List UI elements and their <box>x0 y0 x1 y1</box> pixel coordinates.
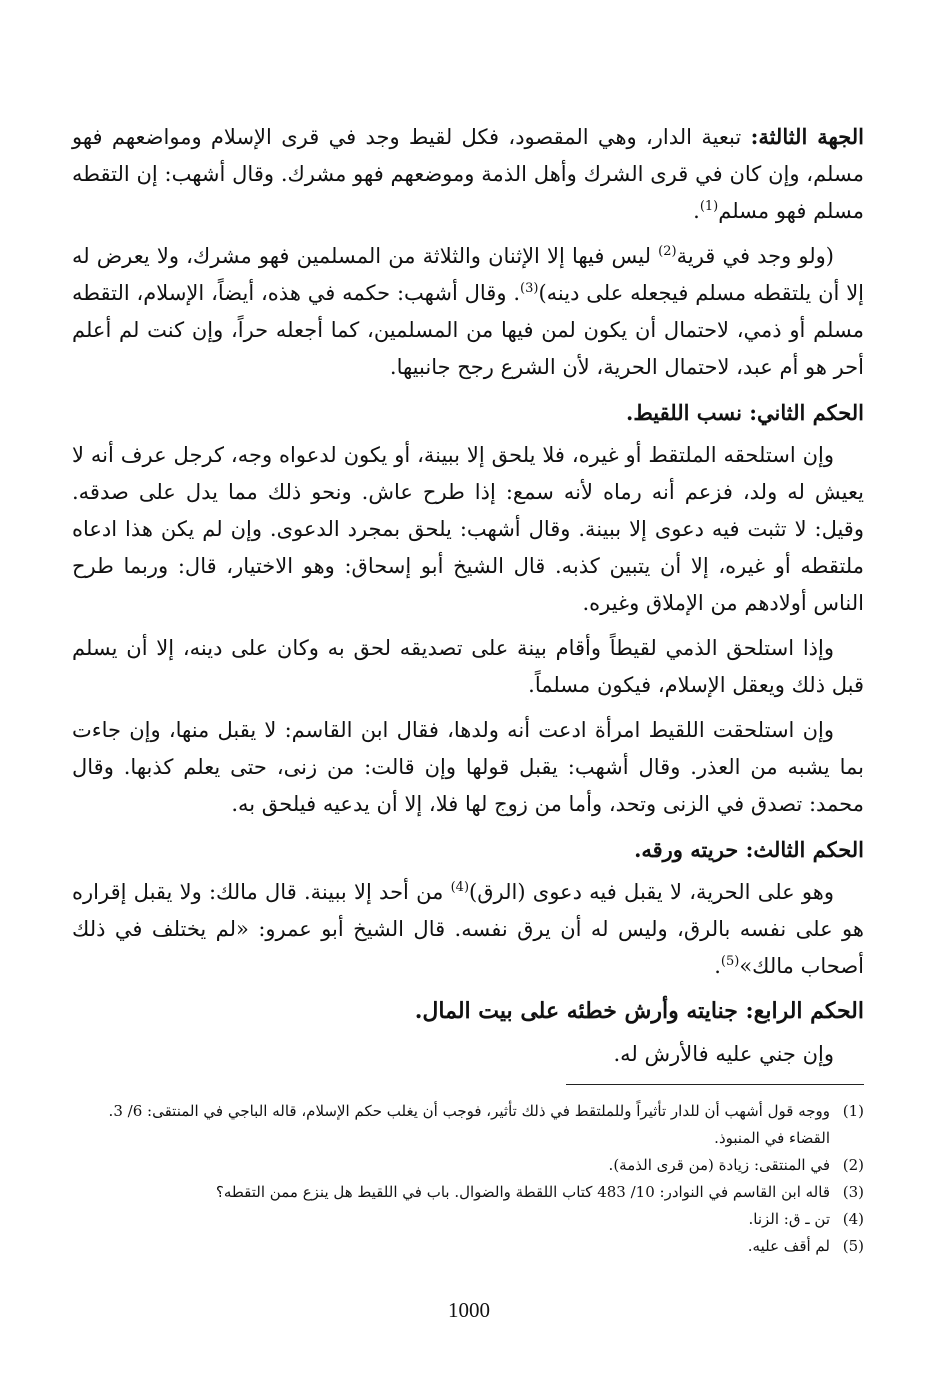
paragraph-third-aspect: الجهة الثالثة: تبعية الدار، وهي المقصود، فكل لقيط وجد في قرى الإسلام ومواضعهم فهو مسلم، وإن كان في قرى الشرك وأهل الذمة وموضعهم فهو مشرك. وقال أشهب: إن التقطه مسلم فهو مسلم$^{(1)}$. <box>72 124 864 223</box>
section-heading-third-ruling: الحكم الثالث: حريته ورقه. <box>634 837 864 862</box>
footnote-ref-2[interactable]: (2) <box>658 244 677 259</box>
footnote-text: قاله ابن القاسم في النوادر: 10/ 483 كتاب اللقطة والضوال. باب في اللقيط هل ينزع ممن التقطه؟ <box>215 1183 830 1201</box>
footnote-number: (3) <box>842 1183 864 1201</box>
footnotes <box>72 1098 864 1260</box>
paragraph-dhimmi: وإذا استلحق الذمي لقيطاً وأقام بينة على تصديقه لحق به وكان على دينه، إلا أن يسلم قبل ذلك ويعقل الإسلام، فيكون مسلماً. <box>72 636 864 697</box>
footnote-ref-5[interactable]: (5) <box>720 954 740 969</box>
paragraph-lineage: وإن استلحقه الملتقط أو غيره، فلا يلحق إلا ببينة، أو يكون لدعواه وجه، كرجل عرف أنه لا يعيش له ولد، فزعم أنه رماه لأنه سمع: إذا طرح عاش. ونحو ذلك مما يدل على صدقه. وقيل: لا تثبت فيه دعوى إلا ببينة. وقال أشهب: يلحق بمجرد الدعوى. وإن لم يكن هذا ادعاه ملتقطه أو غيره، إلا أن يتبين كذبه. قال الشيخ أبو إسحاق: وهو الاختيار، قال: وربما طرح الناس أولادهم من الإملاق وغيره. <box>72 443 864 615</box>
paragraph-lead: الجهة الثالثة: <box>750 124 864 149</box>
section-heading-second-ruling: الحكم الثاني: نسب اللقيط. <box>626 400 864 425</box>
paragraph-woman-claim: وإن استلحقت اللقيط امرأة ادعت أنه ولدها، فقال ابن القاسم: لا يقبل منها، وإن جاءت بما يشبه من العذر. وقال أشهب: يقبل قولها وإن قالت: من زنى، حتى يعلم كذبها. وقال محمد: تصدق في الزنى وتحد، وأما من زوج لها فلا، إلا أن يدعيه فيلحق به. <box>72 718 864 816</box>
footnote-ref-3[interactable]: (3) <box>520 281 539 296</box>
footnote-number: (2) <box>842 1156 864 1174</box>
footnote-3 <box>72 1179 864 1206</box>
paragraph-village: (ولو وجد في قرية$^{(2)}$ ليس فيها إلا الإثنان والثلاثة من المسلمين فهو مشرك، ولا يعرض له إلا أن يلتقطه مسلم فيجعله على دينه)$^{(3)}$. وقال أشهب: حكمه في هذه، أيضاً، الإسلام، التقطه مسلم أو ذمي، لاحتمال أن يكون لمن فيها من المسلمين، كما أجعله حراً، وإن كنت لم أعلم أحر هو أم عبد، لاحتمال الحرية، لأن الشرع رجح جانبيها. <box>72 244 865 379</box>
paragraph-freedom: وهو على الحرية، لا يقبل فيه دعوى (الرق)$^{(4)}$ من أحد إلا ببينة. قال مالك: ولا يقبل إقراره هو على نفسه بالرق، وليس له أن يرق نفسه. قال الشيخ أبو عمرو: «لم يختلف في ذلك أصحاب مالك»$^{(5)}$. <box>72 880 864 978</box>
paragraph-text: وهو على الحرية، لا يقبل فيه دعوى (الرق) <box>469 880 834 904</box>
section-heading-fourth-ruling: الحكم الرابع: جنايته وأرش خطئه على بيت المال. <box>414 998 864 1024</box>
page-number: 1000 <box>448 1298 490 1322</box>
main-text <box>72 118 864 1081</box>
footnote-divider <box>566 1084 864 1085</box>
footnote-text: تن ـ ق: الزنا. <box>748 1210 830 1228</box>
paragraph-text: تبعية الدار، وهي المقصود، فكل لقيط وجد في قرى الإسلام ومواضعهم فهو مسلم، وإن كان في قرى الشرك وأهل الذمة وموضعهم فهو مشرك. وقال أشهب: إن التقطه مسلم فهو مسلم <box>72 125 864 223</box>
paragraph-compensation: وإن جني عليه فالأرش له. <box>613 1042 834 1066</box>
footnote-text: ووجه قول أشهب أن للدار تأثيراً وللملتقط في ذلك تأثير، فوجب أن يغلب حكم الإسلام، قاله الباجي في المنتقى: 6/ 3. القضاء في المنبوذ. <box>108 1102 830 1147</box>
footnote-1 <box>72 1098 864 1152</box>
footnote-text: لم أقف عليه. <box>747 1237 830 1255</box>
footnote-5 <box>72 1233 864 1260</box>
footnote-2 <box>72 1152 864 1179</box>
footnote-text: في المنتقى: زيادة (من قرى الذمة). <box>608 1156 830 1174</box>
paragraph-text: (ولو وجد في قرية <box>676 244 834 268</box>
footnote-4 <box>72 1206 864 1233</box>
footnote-ref-1[interactable]: (1) <box>699 199 719 214</box>
footnote-number: (5) <box>842 1237 864 1255</box>
footnote-number: (1) <box>842 1102 864 1120</box>
footnote-number: (4) <box>842 1210 864 1228</box>
footnote-ref-4[interactable]: (4) <box>450 880 470 895</box>
